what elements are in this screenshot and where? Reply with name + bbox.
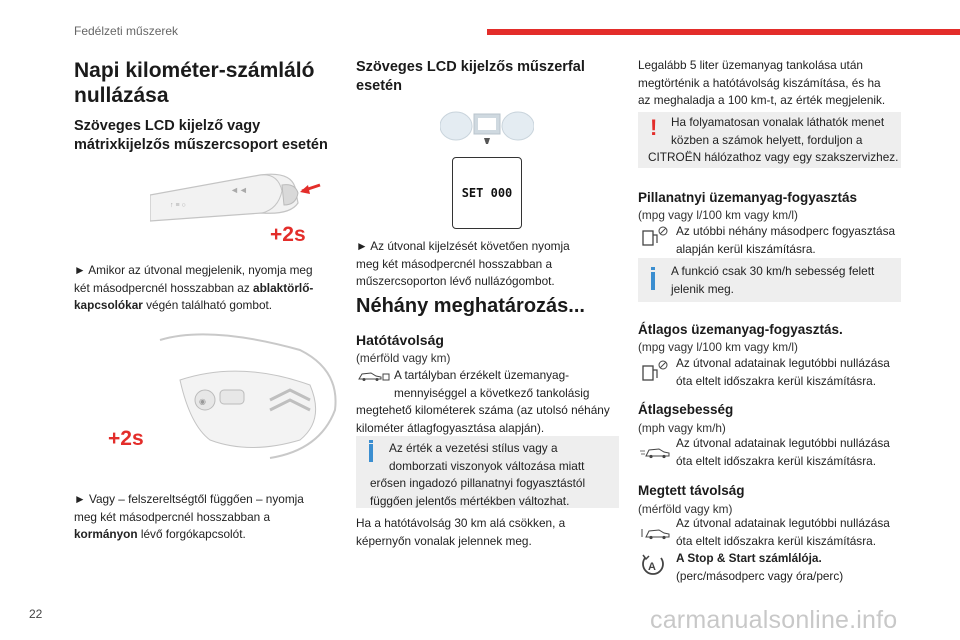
range-description: A tartályban érzékelt üzemanyag- mennyiséggel a következő tankolásig megtehető kilométerek száma (az utolsó néhány kilométer átlagfogyasztása alapján).: [356, 368, 610, 435]
average-speed-desc: Az útvonal adatainak legutóbbi nullázása óta eltelt időszakra kerül kiszámításra.: [676, 436, 890, 468]
definitions-title: Néhány meghatározás...: [356, 295, 585, 317]
col3-intro: Legalább 5 liter üzemanyag tankolása után megtörténik a hatótávolság kiszámítása, és ha az meghaladja a 100 km-t, az érték megjelenik.: [638, 58, 886, 107]
warning-note: ! Ha folyamatosan vonalak láthatók menet közben a számok helyett, forduljon a CITROËN hálózathoz vagy egy szakszervizhez.: [638, 112, 901, 168]
lcd-display-text: SET 000: [461, 186, 513, 200]
info-icon-dot-2: [651, 267, 655, 270]
average-fuel-icon: [640, 358, 670, 382]
average-consumption-title: Átlagos üzemanyag-fogyasztás.: [638, 322, 843, 337]
svg-text:◉: ◉: [199, 397, 206, 406]
distance-travelled-title: Megtett távolság: [638, 483, 745, 498]
press-2s-icon-2: +2s: [108, 427, 144, 450]
col1-paragraph-1: ► Amikor az útvonal megjelenik, nyomja meg két másodpercnél hosszabban az ablaktörlő- kapcsolókar végén található gombot.: [74, 263, 314, 312]
average-consumption-desc: Az útvonal adatainak legutóbbi nullázása óta eltelt időszakra kerül kiszámításra.: [676, 356, 890, 388]
col2-paragraph-1: ► Az útvonal kijelzését követően nyomja meg két másodpercnél hosszabban a műszercsoporton lévő nullázógombot.: [356, 239, 570, 288]
range-unit: (mérföld vagy km): [356, 351, 451, 365]
stop-start-icon: [640, 552, 666, 578]
instrument-cluster-illustration: [440, 108, 534, 146]
distance-car-icon: [640, 526, 674, 540]
svg-text:↑ ≡ ○: ↑ ≡ ○: [170, 202, 186, 209]
instant-consumption-title: Pillanatnyi üzemanyag-fogyasztás: [638, 190, 858, 205]
svg-text:◄◄: ◄◄: [230, 185, 248, 195]
stop-start-desc: A Stop & Start számlálója. (perc/másodperc vagy óra/perc): [676, 551, 844, 583]
average-speed-title: Átlagsebesség: [638, 402, 734, 417]
average-speed-unit: (mph vagy km/h): [638, 421, 726, 435]
header-section-title: Fedélzeti műszerek: [74, 24, 179, 38]
instant-consumption-unit: (mpg vagy l/100 km vagy km/l): [638, 208, 798, 222]
distance-travelled-unit: (mérföld vagy km): [638, 502, 733, 516]
col2-paragraph-end: Ha a hatótávolság 30 km alá csökken, a képernyőn vonalak jelennek meg.: [356, 516, 566, 548]
average-speed-car-icon: [640, 445, 672, 459]
watermark-text: carmanualsonline.info: [650, 606, 898, 634]
stop-start-icon-letter: A: [648, 561, 656, 573]
instant-consumption-desc: Az utóbbi néhány másodperc fogyasztása alapján kerül kiszámításra.: [676, 224, 896, 256]
col1-paragraph-2: ► Vagy – felszereltségtől függően – nyomja meg két másodpercnél hosszabban a kormányon lévő forgókapcsolót.: [74, 492, 304, 541]
fuel-pump-icon: [640, 225, 670, 247]
header-accent-bar: [487, 29, 960, 35]
page-number: 22: [29, 607, 43, 621]
warning-icon: !: [650, 115, 658, 140]
info-icon-2: [651, 272, 655, 290]
range-title: Hatótávolság: [356, 332, 444, 348]
lcd-display-box: [452, 157, 522, 229]
distance-travelled-desc: Az útvonal adatainak legutóbbi nullázása óta eltelt időszakra kerül kiszámításra.: [676, 516, 890, 548]
page-title: Napi kilométer-számláló nullázása: [74, 59, 315, 107]
press-2s-icon: +2s: [270, 223, 306, 246]
subtitle-lcd-dashboard: Szöveges LCD kijelzős műszerfal esetén: [356, 59, 585, 94]
speed-info-note: A funkció csak 30 km/h sebesség felett jelenik meg.: [638, 258, 901, 302]
range-info-note: Az érték a vezetési stílus vagy a domborzati viszonyok változása miatt erősen ingadozó pillanatnyi fogyasztástól függően jelentős mértékben változhat.: [356, 436, 619, 508]
average-consumption-unit: (mpg vagy l/100 km vagy km/l): [638, 340, 798, 354]
subtitle-lcd-matrix: Szöveges LCD kijelző vagy mátrixkijelzős műszercsoport esetén: [74, 118, 328, 153]
steering-wheel-illustration: [150, 330, 340, 460]
